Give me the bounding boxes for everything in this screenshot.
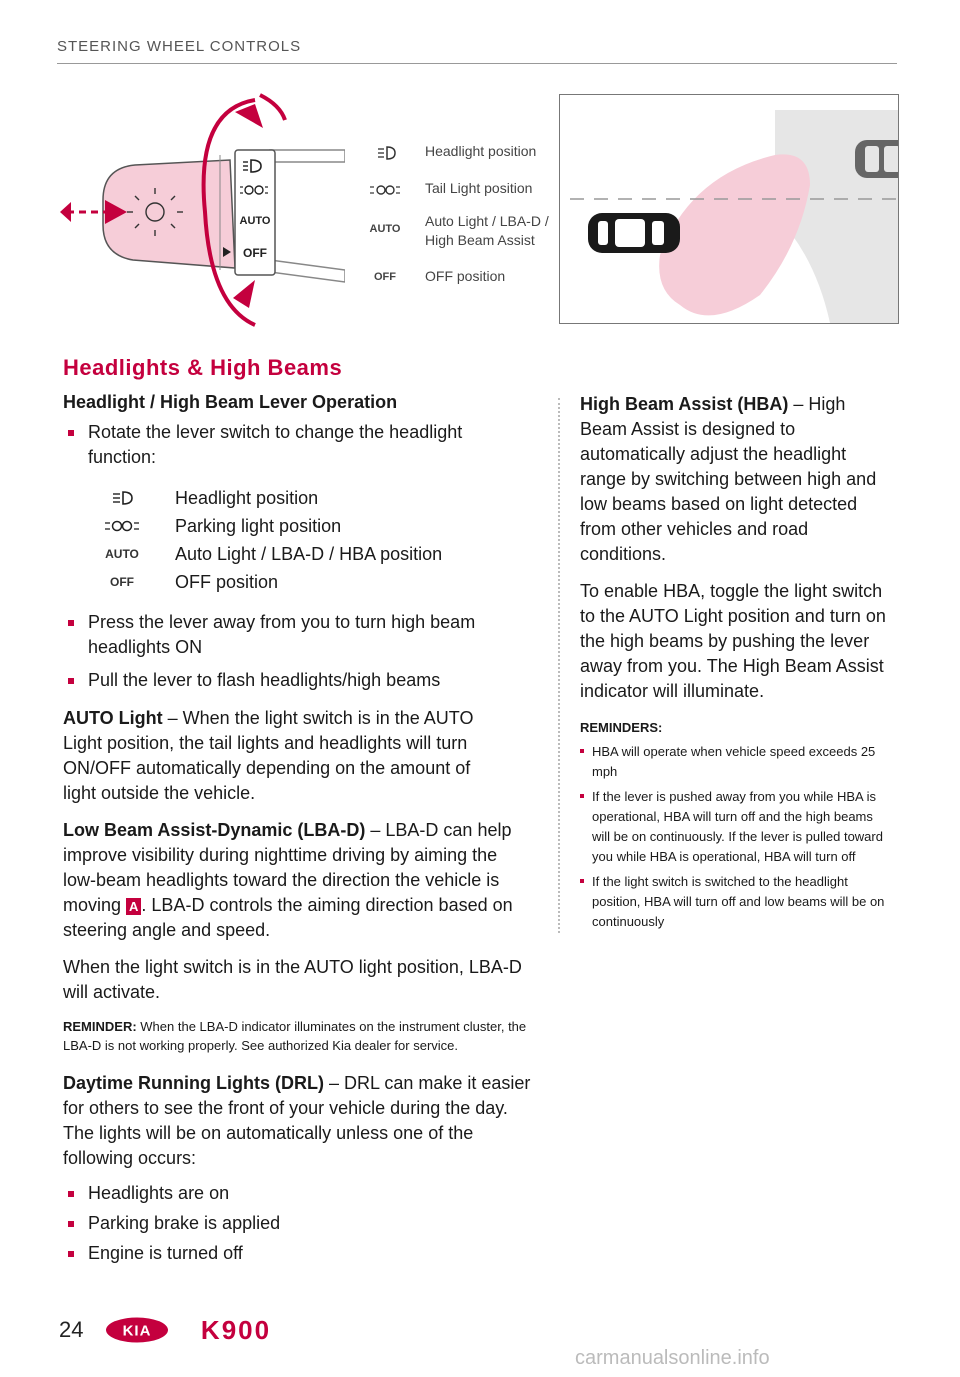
- drl-bullet: Headlights are on: [63, 1181, 533, 1206]
- right-column: [580, 392, 888, 932]
- hba-term: High Beam Assist (HBA): [580, 394, 789, 414]
- function-row: [89, 568, 533, 596]
- drl-term: Daytime Running Lights (DRL): [63, 1073, 324, 1093]
- road-diagram-svg: [560, 95, 898, 323]
- auto-icon: AUTO: [105, 547, 139, 561]
- off-icon: OFF: [110, 575, 134, 589]
- legend-label-line1: Auto Light / LBA-D /: [425, 213, 549, 229]
- lba-auto-paragraph: When the light switch is in the AUTO light position, LBA-D will activate.: [63, 957, 522, 1002]
- drl-bullet: Engine is turned off: [63, 1241, 533, 1266]
- lba-road-diagram: [559, 94, 899, 324]
- legend-label: OFF position: [425, 268, 506, 284]
- kia-k900-logo: [104, 1316, 286, 1344]
- enable-hba-paragraph: To enable HBA, toggle the light switch to the AUTO Light position and turn on the high beams by pushing the lever away from you. The High Beam Assist indicator will illuminate.: [580, 581, 886, 701]
- auto-light-paragraph: [63, 706, 533, 806]
- hba-text: – High Beam Assist is designed to automatically adjust the headlight range by switching between high and low beams based on light detected from other vehicles and road conditions.: [580, 394, 877, 564]
- lever-illustration: [55, 90, 345, 335]
- rotate-up-arrow-icon: [235, 104, 263, 128]
- left-column: [63, 392, 533, 1266]
- drl-bullet: Parking brake is applied: [63, 1211, 533, 1236]
- drl-text: – DRL can make it easier for others to see the front of your vehicle during the day. The lights will be on automatically unless one of the following occurs:: [63, 1073, 531, 1168]
- rotate-bullet: Rotate the lever switch to change the headlight function:: [63, 420, 533, 470]
- lba-term: Low Beam Assist-Dynamic (LBA-D): [63, 820, 366, 840]
- auto-light-icon: AUTO: [369, 223, 401, 235]
- pull-bullet: Pull the lever to flash headlights/high beams: [63, 668, 533, 693]
- tail-light-icon: [365, 182, 405, 198]
- legend-label: Tail Light position: [425, 180, 533, 196]
- headlight-icon: [365, 145, 405, 161]
- legend-label: Headlight position: [425, 143, 537, 159]
- watermark: carmanualsonline.info: [575, 1347, 770, 1369]
- ring-auto-label: AUTO: [239, 215, 271, 227]
- legend-label: [425, 212, 549, 250]
- function-label: Parking light position: [175, 515, 342, 536]
- reminder-text: When the LBA-D indicator illuminates on the instrument cluster, the LBA-D is not working properly. See authorized Kia dealer for service.: [63, 1019, 527, 1053]
- lever-heading: Headlight / High Beam Lever Operation: [63, 392, 398, 412]
- headlight-icon: [89, 489, 155, 507]
- section-title: Headlights & High Beams: [63, 355, 343, 380]
- reminder-item: If the light switch is switched to the headlight position, HBA will turn off and low beams will be on continuously: [580, 872, 888, 932]
- function-label: Auto Light / LBA-D / HBA position: [175, 543, 443, 564]
- stalk-arm-lower: [270, 260, 345, 282]
- header-divider: [57, 63, 897, 64]
- lba-text-2: . LBA-D controls the aiming direction based on steering angle and speed.: [63, 895, 513, 940]
- column-divider: [558, 398, 560, 933]
- auto-light-term: AUTO Light: [63, 708, 163, 728]
- drl-paragraph: [63, 1071, 533, 1171]
- reminders-heading: REMINDERS:: [580, 720, 663, 735]
- rotate-down-arrow-icon: [233, 280, 255, 308]
- k900-logo-icon: K900: [200, 1316, 272, 1344]
- beam-pattern: [659, 154, 810, 315]
- off-icon: OFF: [374, 271, 396, 283]
- function-label: OFF position: [175, 571, 279, 592]
- reminder-item: If the lever is pushed away from you while HBA is operational, HBA will turn off and the high beams will be on continuously. If the lever is pulled toward you while HBA is operational, HBA will turn off: [580, 787, 888, 867]
- function-table: [89, 484, 533, 596]
- function-label: Headlight position: [175, 487, 319, 508]
- lba-text: – LBA-D can help improve visibility during nighttime driving by aiming the low-beam headlights toward the direction the vehicle is moving: [63, 820, 512, 915]
- push-arrow-head-icon: [60, 202, 71, 222]
- oncoming-car-icon: [855, 140, 898, 178]
- page-number: 24: [59, 1317, 84, 1342]
- stalk-arm: [270, 150, 345, 162]
- reminder-item: HBA will operate when vehicle speed exceeds 25 mph: [580, 742, 888, 782]
- svg-text:KIA: KIA: [122, 1322, 152, 1340]
- press-bullet: Press the lever away from you to turn high beam headlights ON: [63, 610, 533, 660]
- ring-off-label: OFF: [243, 246, 267, 260]
- function-row: [89, 540, 533, 568]
- reminder-term: REMINDER:: [63, 1019, 137, 1034]
- lba-reminder: [63, 1017, 533, 1055]
- ego-car-icon: [588, 213, 680, 253]
- auto-light-text: – When the light switch is in the AUTO Light position, the tail lights and headlights will turn ON/OFF automatically depending on the amount of light outside the vehicle.: [63, 708, 474, 803]
- marker-a-badge: A: [126, 898, 141, 915]
- legend-label-line2: High Beam Assist: [425, 232, 535, 248]
- function-row: [89, 484, 533, 512]
- page-header: STEERING WHEEL CONTROLS: [57, 38, 302, 55]
- function-row: [89, 512, 533, 540]
- lba-paragraph: [63, 818, 533, 943]
- hba-paragraph: [580, 392, 888, 567]
- parking-light-icon: [89, 517, 155, 535]
